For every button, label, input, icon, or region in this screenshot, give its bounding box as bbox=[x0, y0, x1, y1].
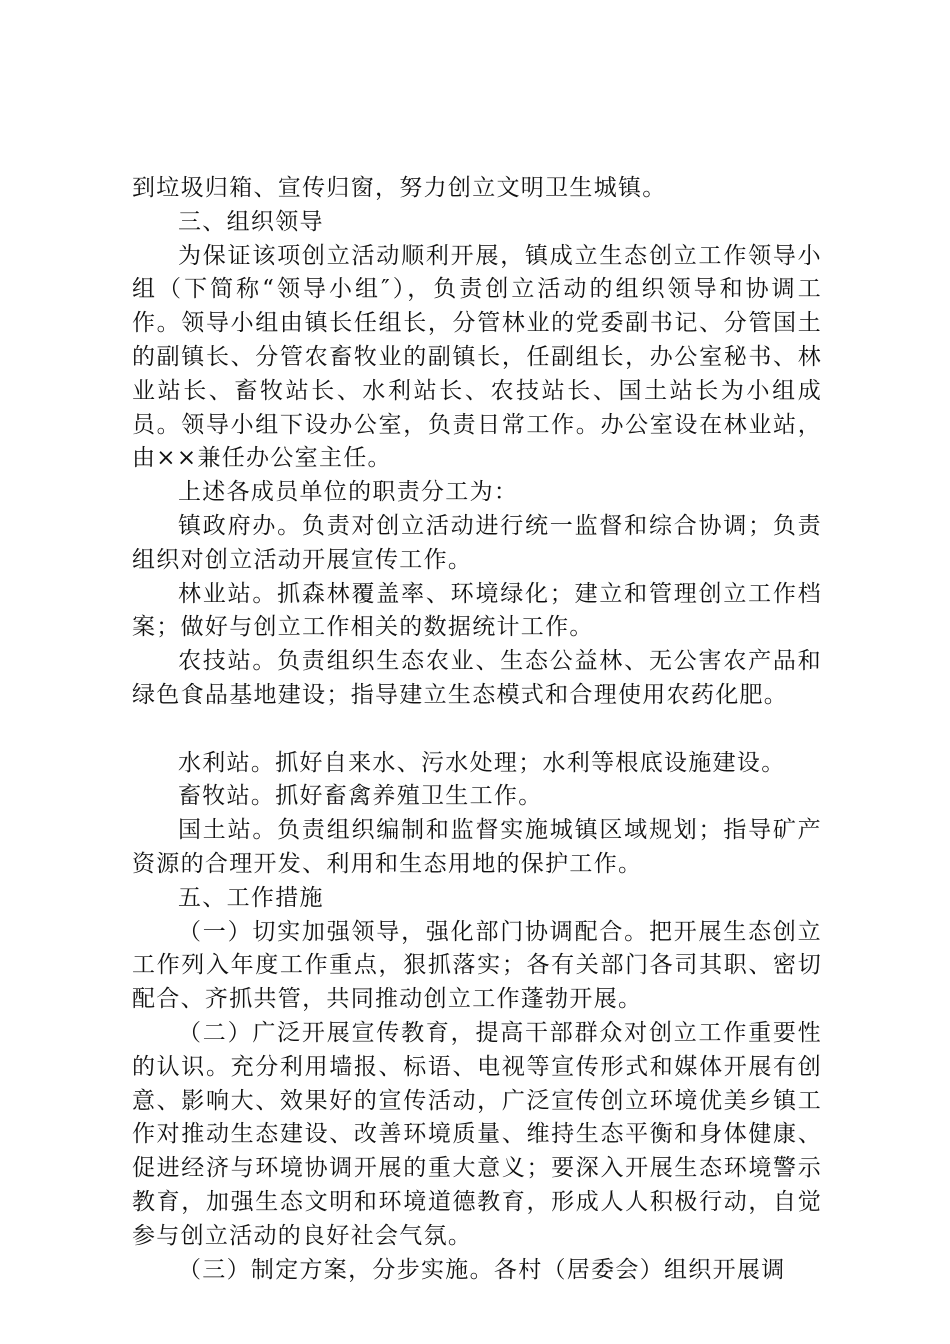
paragraph-forestry-station: 林业站。抓森林覆盖率、环境绿化；建立和管理创立工作档案；做好与创立工作相关的数据统计工作。 bbox=[132, 580, 822, 641]
paragraph-agri-tech-station: 农技站。负责组织生态农业、生态公益林、无公害农产品和绿色食品基地建设；指导建立生态模式和合理使用农药化肥。 bbox=[132, 648, 822, 708]
section-heading-measures: 五、工作措施 bbox=[178, 884, 324, 911]
document-body bbox=[132, 172, 822, 1287]
paragraph-land-station: 国土站。负责组织编制和监督实施城镇区域规划；指导矿产资源的合理开发、利用和生态用地的保护工作。 bbox=[132, 817, 822, 877]
paragraph-measure-1: （一）切实加强领导，强化部门协调配合。把开展生态创立工作列入年度工作重点，狠抓落实；各有关部门各司其职、密切配合、齐抓共管，共同推动创立工作蓬勃开展。 bbox=[132, 918, 822, 1013]
paragraph-leadership-group: 为保证该项创立活动顺利开展，镇成立生态创立工作领导小组（下简称“领导小组″），负责创立活动的组织领导和协调工作。领导小组由镇长任组长，分管林业的党委副书记、分管国土的副镇长、分管农畜牧业的副镇长，任副组长，办公室秘书、林业站长、畜牧站长、水利站长、农技站长、国土站长为小组成员。领导小组下设办公室，负责日常工作。办公室设在林业站，由××兼任办公室主任。 bbox=[132, 242, 822, 472]
paragraph-town-office: 镇政府办。负责对创立活动进行统一监督和综合协调；负责组织对创立活动开展宣传工作。 bbox=[132, 512, 822, 573]
section-heading-organization: 三、组织领导 bbox=[178, 208, 324, 235]
paragraph-livestock-station: 畜牧站。抓好畜禽养殖卫生工作。 bbox=[178, 783, 543, 810]
paragraph-measure-2: （二）广泛开展宣传教育，提高干部群众对创立工作重要性的认识。充分利用墙报、标语、电视等宣传形式和媒体开展有创意、影响大、效果好的宣传活动，广泛宣传创立环境优美乡镇工作对推动生态建设、改善环境质量、维持生态平衡和身体健康、促进经济与环境协调开展的重大意义；要深入开展生态环境警示教育，加强生态文明和环境道德教育，形成人人积极行动，自觉参与创立活动的良好社会气氛。 bbox=[132, 1019, 822, 1249]
paragraph-measure-3: （三）制定方案，分步实施。各村（居委会）组织开展调 bbox=[178, 1256, 786, 1283]
paragraph-water-station: 水利站。抓好自来水、污水处理；水利等根底设施建设。 bbox=[178, 749, 786, 776]
paragraph-continuation: 到垃圾归箱、宣传归窗，努力创立文明卫生城镇。 bbox=[132, 175, 667, 201]
paragraph-duties-intro: 上述各成员单位的职责分工为： bbox=[178, 479, 519, 506]
